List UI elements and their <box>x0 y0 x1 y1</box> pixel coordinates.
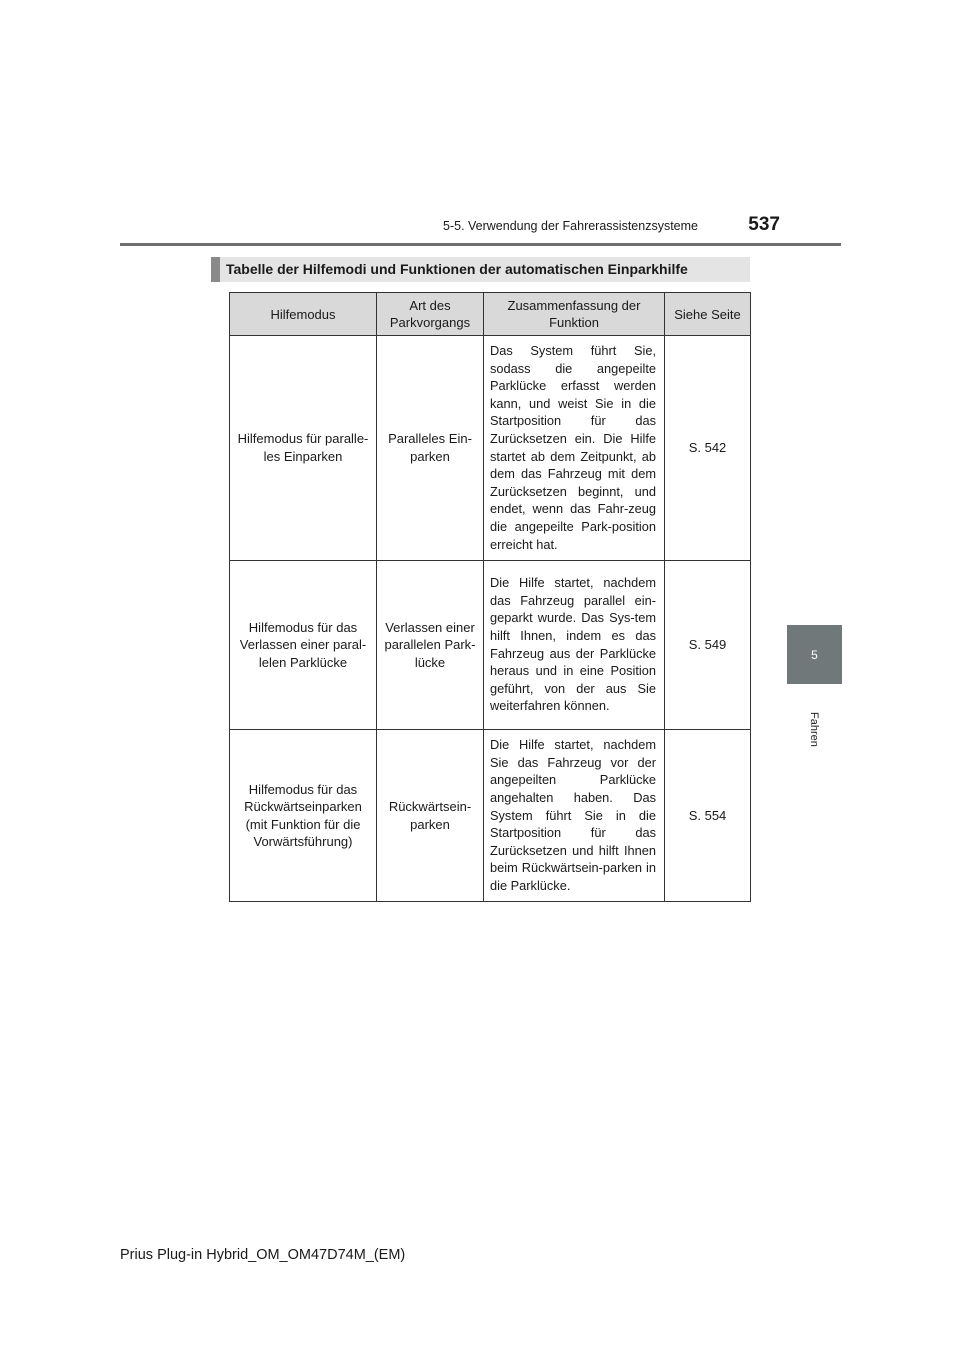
type-cell: Verlassen einer parallelen Park-lücke <box>377 561 484 730</box>
summary-cell: Die Hilfe startet, nachdem Sie das Fahrzeug vor der angepeilten Parklücke angehalten haben. Das System führt Sie in die Startposition für das Zurücksetzen und hilft Ihnen beim Rückwärtsein-parken in die Parklücke. <box>484 730 665 902</box>
mode-cell: Hilfemodus für das Rückwärtseinparken (mit Funktion für die Vorwärtsführung) <box>230 730 377 902</box>
header-divider <box>120 243 841 246</box>
page-number: 537 <box>748 214 780 235</box>
table-row <box>230 336 751 561</box>
chapter-tab-number: 5 <box>811 647 818 662</box>
column-header-type: Art des Parkvorgangs <box>377 293 484 336</box>
section-title: Tabelle der Hilfemodi und Funktionen der automatischen Einparkhilfe <box>211 257 750 282</box>
column-header-summary: Zusammenfassung der Funktion <box>484 293 665 336</box>
table-row <box>230 561 751 730</box>
page-ref-link[interactable]: S. 549 <box>665 561 751 730</box>
chapter-tab[interactable] <box>787 625 842 684</box>
summary-cell: Die Hilfe startet, nachdem das Fahrzeug parallel ein-geparkt wurde. Das Sys-tem hilft Ihnen, indem es das Fahrzeug aus der Parklücke heraus und in eine Position geführt, von der aus Sie weiterfahren können. <box>484 561 665 730</box>
page-ref-link[interactable]: S. 542 <box>665 336 751 561</box>
chapter-tab-label: Fahren <box>808 712 820 747</box>
column-header-page: Siehe Seite <box>665 293 751 336</box>
type-cell: Paralleles Ein-parken <box>377 336 484 561</box>
section-header: 5-5. Verwendung der Fahrerassistenzsysteme <box>443 219 698 233</box>
document-footer: Prius Plug-in Hybrid_OM_OM47D74M_(EM) <box>120 1247 406 1263</box>
table-header-row <box>230 293 751 336</box>
page-ref-link[interactable]: S. 554 <box>665 730 751 902</box>
summary-cell: Das System führt Sie, sodass die angepeilte Parklücke erfasst werden kann, und weist Sie in die Startposition für das Zurücksetzen ein. Die Hilfe startet ab dem Zeitpunkt, ab dem das Fahrzeug mit dem Zurücksetzen beginnt, und endet, wenn das Fahr-zeug die angepeilte Park-position erreicht hat. <box>484 336 665 561</box>
mode-cell: Hilfemodus für paralle-les Einparken <box>230 336 377 561</box>
assist-modes-table <box>229 292 751 902</box>
mode-cell: Hilfemodus für das Verlassen einer paral-lelen Parklücke <box>230 561 377 730</box>
type-cell: Rückwärtsein-parken <box>377 730 484 902</box>
table-row <box>230 730 751 902</box>
column-header-mode: Hilfemodus <box>230 293 377 336</box>
